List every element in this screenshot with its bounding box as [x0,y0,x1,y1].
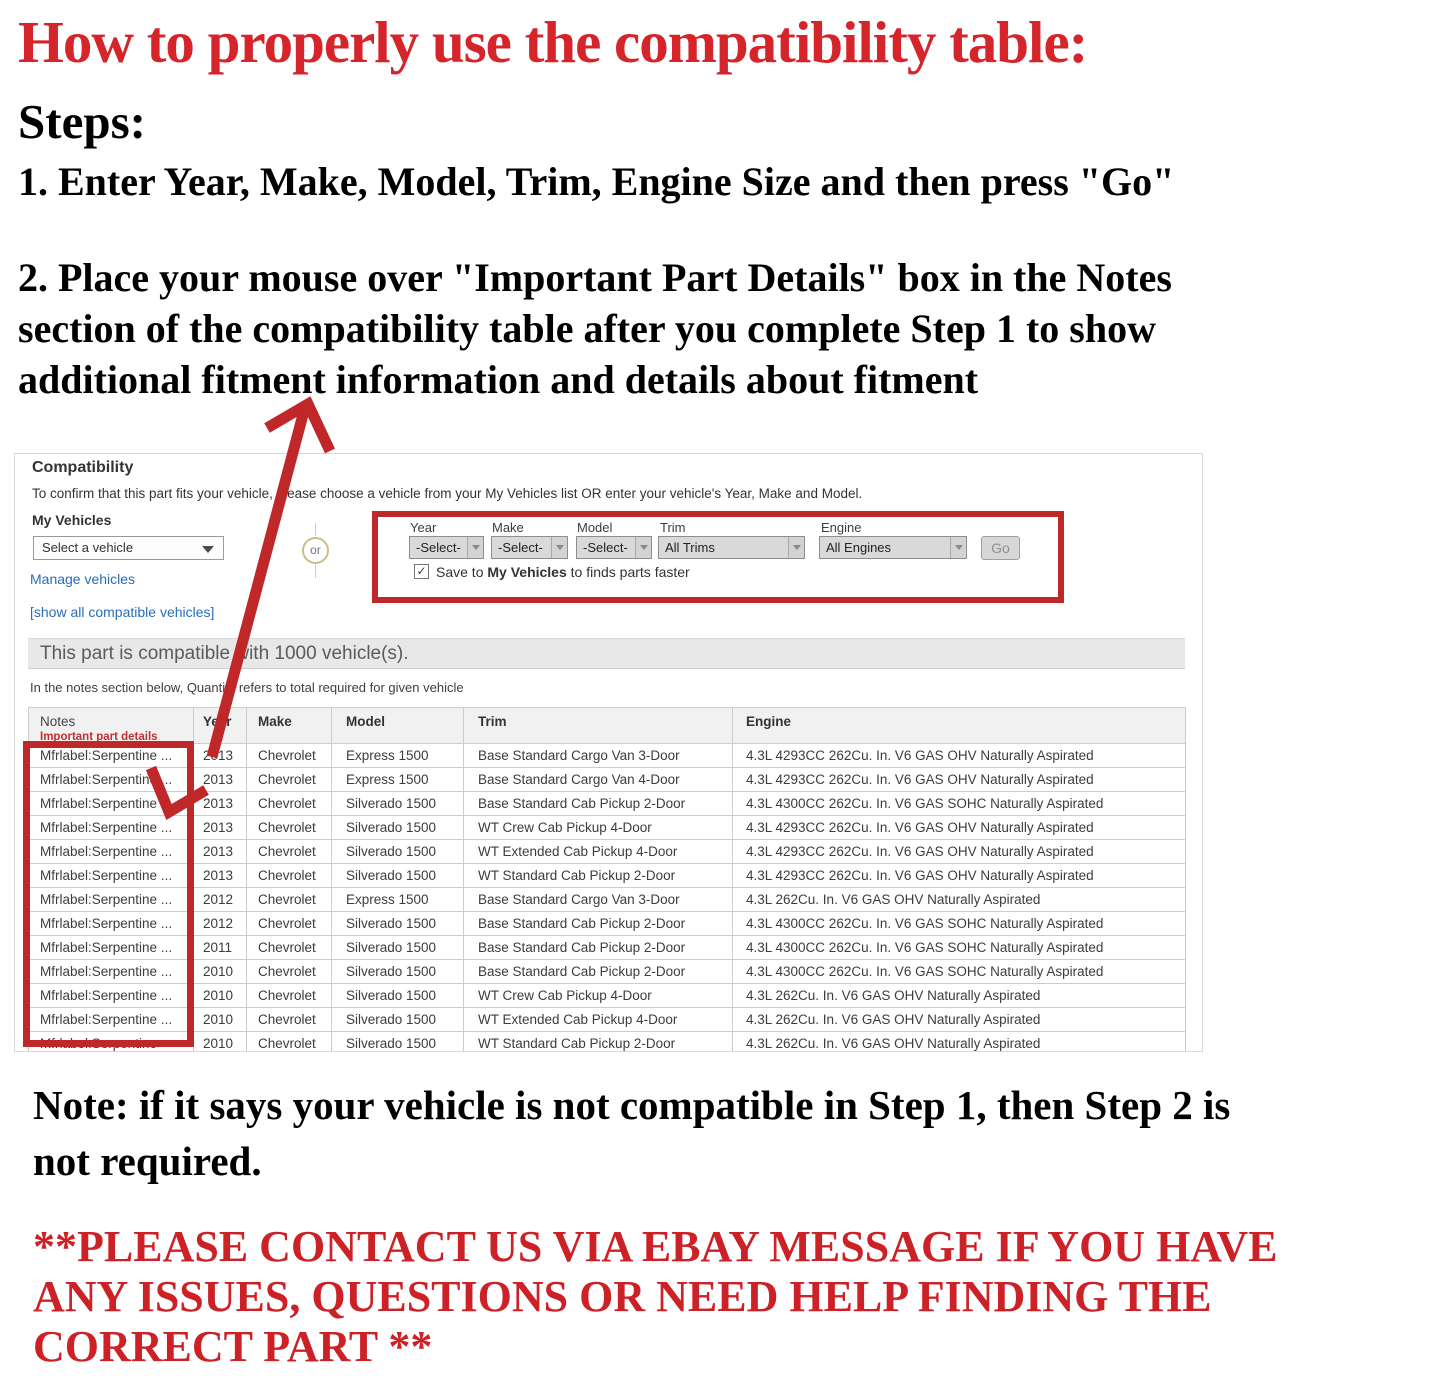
trim-cell: WT Standard Cab Pickup 2-Door [464,1032,733,1053]
compatibility-widget [14,453,1203,1052]
my-vehicles-label: My Vehicles [32,512,112,528]
model-cell: Express 1500 [332,744,464,768]
year-column-header: Year [194,708,247,744]
table-row [29,744,1186,768]
table-row [29,888,1186,912]
make-cell: Chevrolet [247,816,332,840]
year-cell: 2012 [194,888,247,912]
model-cell: Silverado 1500 [332,960,464,984]
step-2-line-2: section of the compatibility table after you complete Step 1 to show [18,306,1157,351]
make-cell: Chevrolet [247,768,332,792]
notes-cell[interactable]: Mfrlabel:Serpentine ... [29,936,194,960]
model-select-value: -Select- [583,540,628,555]
save-to-my-vehicles-checkbox[interactable]: ✓ [414,564,429,579]
year-cell: 2010 [194,960,247,984]
steps-heading: Steps: [18,94,146,149]
model-cell: Silverado 1500 [332,840,464,864]
model-cell: Silverado 1500 [332,816,464,840]
notes-info-text: In the notes section below, Quantity refers to total required for given vehicle [30,680,464,695]
model-cell: Silverado 1500 [332,912,464,936]
engine-cell: 4.3L 262Cu. In. V6 GAS OHV Naturally Aspirated [733,1008,1186,1032]
engine-cell: 4.3L 4300CC 262Cu. In. V6 GAS SOHC Naturally Aspirated [733,960,1186,984]
notes-cell[interactable]: Mfrlabel:Serpentine ... [29,960,194,984]
make-cell: Chevrolet [247,1008,332,1032]
trim-cell: WT Extended Cab Pickup 4-Door [464,840,733,864]
save-label-prefix: Save to [436,564,488,580]
engine-cell: 4.3L 4293CC 262Cu. In. V6 GAS OHV Naturally Aspirated [733,816,1186,840]
engine-label: Engine [821,520,862,535]
engine-cell: 4.3L 262Cu. In. V6 GAS OHV Naturally Aspirated [733,984,1186,1008]
notes-cell[interactable]: Mfrlabel:Serpentine ... [29,888,194,912]
make-cell: Chevrolet [247,912,332,936]
save-label-suffix: to finds parts faster [566,564,690,580]
year-cell: 2013 [194,840,247,864]
important-part-details-label: Important part details [40,731,158,743]
table-row [29,1032,1186,1053]
notes-cell[interactable]: Mfrlabel:Serpentine [29,1032,194,1053]
engine-cell: 4.3L 4293CC 262Cu. In. V6 GAS OHV Naturally Aspirated [733,744,1186,768]
make-cell: Chevrolet [247,744,332,768]
year-cell: 2011 [194,936,247,960]
make-cell: Chevrolet [247,1032,332,1053]
table-row [29,1008,1186,1032]
make-cell: Chevrolet [247,864,332,888]
make-cell: Chevrolet [247,792,332,816]
caret-down-icon [202,546,214,553]
make-select-value: -Select- [498,540,543,555]
form-highlight-box [372,511,1064,603]
trim-cell: Base Standard Cargo Van 3-Door [464,888,733,912]
model-cell: Express 1500 [332,888,464,912]
engine-cell: 4.3L 4293CC 262Cu. In. V6 GAS OHV Naturally Aspirated [733,768,1186,792]
notes-cell[interactable]: Mfrlabel:Serpentine ... [29,816,194,840]
notes-cell[interactable]: Mfrlabel:Serpentine ... [29,1008,194,1032]
make-column-header: Make [247,708,332,744]
model-cell: Silverado 1500 [332,984,464,1008]
notes-cell[interactable]: Mfrlabel:Serpentine ... [29,768,194,792]
model-cell: Silverado 1500 [332,864,464,888]
table-row [29,840,1186,864]
engine-cell: 4.3L 4300CC 262Cu. In. V6 GAS SOHC Naturally Aspirated [733,936,1186,960]
year-select-value: -Select- [416,540,461,555]
show-all-compatible-vehicles-link[interactable]: [show all compatible vehicles] [30,604,215,620]
note-line-1: Note: if it says your vehicle is not compatible in Step 1, then Step 2 is [33,1082,1231,1128]
step-2-text [18,252,1172,405]
page-title: How to properly use the compatibility table: [18,9,1088,75]
note-text [33,1077,1230,1189]
year-cell: 2013 [194,768,247,792]
notes-highlight-box [23,741,194,1047]
trim-label: Trim [660,520,686,535]
contact-line-2: ANY ISSUES, QUESTIONS OR NEED HELP FINDING THE [33,1272,1212,1321]
notes-cell[interactable]: Mfrlabel:Serpentine ... [29,984,194,1008]
model-cell: Silverado 1500 [332,1008,464,1032]
engine-cell: 4.3L 262Cu. In. V6 GAS OHV Naturally Aspirated [733,1032,1186,1053]
step-1-text: 1. Enter Year, Make, Model, Trim, Engine Size and then press "Go" [18,159,1175,204]
model-label: Model [577,520,613,535]
table-row [29,864,1186,888]
trim-cell: Base Standard Cargo Van 4-Door [464,768,733,792]
trim-cell: Base Standard Cab Pickup 2-Door [464,912,733,936]
table-row [29,792,1186,816]
engine-cell: 4.3L 262Cu. In. V6 GAS OHV Naturally Aspirated [733,888,1186,912]
arrow-head-up [267,404,330,451]
my-vehicles-select-value: Select a vehicle [42,540,134,555]
or-divider-bottom [315,565,316,578]
make-label: Make [492,520,524,535]
engine-cell: 4.3L 4293CC 262Cu. In. V6 GAS OHV Naturally Aspirated [733,864,1186,888]
model-cell: Silverado 1500 [332,936,464,960]
year-cell: 2013 [194,864,247,888]
trim-cell: Base Standard Cargo Van 3-Door [464,744,733,768]
model-cell: Silverado 1500 [332,1032,464,1053]
trim-cell: WT Extended Cab Pickup 4-Door [464,1008,733,1032]
notes-header-label: Notes [40,714,76,729]
trim-cell: WT Crew Cab Pickup 4-Door [464,816,733,840]
notes-cell[interactable]: Mfrlabel:Serpentine ... [29,744,194,768]
contact-text [33,1222,1278,1372]
trim-cell: Base Standard Cab Pickup 2-Door [464,792,733,816]
compatibility-table [28,707,1186,1052]
make-cell: Chevrolet [247,936,332,960]
trim-cell: Base Standard Cab Pickup 2-Door [464,960,733,984]
year-cell: 2010 [194,1008,247,1032]
widget-title: Compatibility [32,459,134,476]
go-button[interactable]: Go [981,536,1020,560]
contact-line-3: CORRECT PART ** [33,1322,433,1371]
trim-cell: Base Standard Cab Pickup 2-Door [464,936,733,960]
engine-cell: 4.3L 4300CC 262Cu. In. V6 GAS SOHC Naturally Aspirated [733,792,1186,816]
model-cell: Silverado 1500 [332,792,464,816]
table-header-row [29,708,1186,744]
make-cell: Chevrolet [247,960,332,984]
table-row [29,936,1186,960]
table-row [29,984,1186,1008]
engine-cell: 4.3L 4293CC 262Cu. In. V6 GAS OHV Naturally Aspirated [733,840,1186,864]
engine-column-header: Engine [733,708,1186,744]
trim-select-value: All Trims [665,540,715,555]
year-cell: 2012 [194,912,247,936]
model-column-header: Model [332,708,464,744]
model-cell: Express 1500 [332,768,464,792]
engine-select-value: All Engines [826,540,892,555]
step-2-line-3: additional fitment information and details about fitment [18,357,979,402]
my-vehicles-select[interactable] [33,536,224,560]
notes-cell[interactable]: Mfrlabel:Serpentine ... [29,864,194,888]
note-line-2: not required. [33,1138,262,1184]
trim-column-header: Trim [464,708,733,744]
year-cell: 2013 [194,744,247,768]
trim-cell: WT Crew Cab Pickup 4-Door [464,984,733,1008]
contact-line-1: **PLEASE CONTACT US VIA EBAY MESSAGE IF YOU HAVE [33,1222,1278,1271]
step-2-line-1: 2. Place your mouse over "Important Part Details" box in the Notes [18,255,1172,300]
widget-intro-text: To confirm that this part fits your vehicle, please choose a vehicle from your My Vehicles list OR enter your vehicle's Year, Make and Model. [32,486,863,501]
or-divider-top [315,523,316,536]
make-cell: Chevrolet [247,984,332,1008]
year-cell: 2013 [194,792,247,816]
make-cell: Chevrolet [247,888,332,912]
manage-vehicles-link[interactable]: Manage vehicles [30,571,136,587]
year-cell: 2010 [194,984,247,1008]
notes-cell[interactable]: Mfrlabel:Serpentine ... [29,840,194,864]
table-row [29,768,1186,792]
save-label-bold: My Vehicles [487,564,567,580]
table-row [29,816,1186,840]
engine-cell: 4.3L 4300CC 262Cu. In. V6 GAS SOHC Naturally Aspirated [733,912,1186,936]
year-label: Year [410,520,437,535]
year-cell: 2010 [194,1032,247,1053]
year-cell: 2013 [194,816,247,840]
notes-cell[interactable]: Mfrlabel:Serpentine ... [29,912,194,936]
trim-cell: WT Standard Cab Pickup 2-Door [464,864,733,888]
table-row [29,912,1186,936]
or-badge: or [302,537,329,564]
table-row [29,960,1186,984]
make-cell: Chevrolet [247,840,332,864]
notes-column-header [29,708,194,744]
compatibility-count-banner: This part is compatible with 1000 vehicle(s). [28,638,1185,669]
notes-cell[interactable]: Mfrlabel:Serpentine ... [29,792,194,816]
